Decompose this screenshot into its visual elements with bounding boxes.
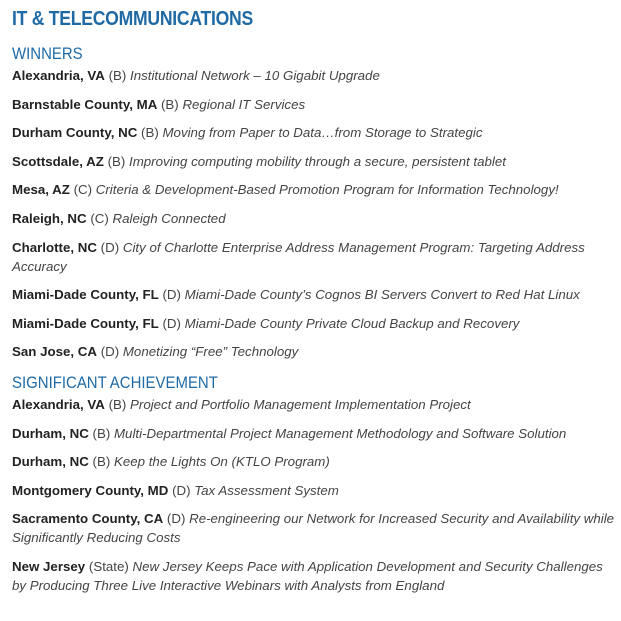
award-entry bbox=[12, 509, 616, 547]
entry-class: (D) bbox=[162, 315, 181, 331]
entry-class: (C) bbox=[73, 182, 93, 198]
entry-project: Project and Portfolio Management Implementation Project bbox=[130, 396, 471, 412]
entry-project: Multi-Departmental Project Management Methodology and Software Solution bbox=[113, 425, 567, 441]
entry-class: (D) bbox=[100, 239, 120, 255]
entry-location: Sacramento County, CA bbox=[12, 511, 164, 527]
section-heading-significant-achievement: SIGNIFICANT ACHIEVEMENT bbox=[12, 372, 218, 392]
significant-achievement-list bbox=[12, 395, 616, 595]
entry-class: (B) bbox=[161, 96, 179, 112]
entry-location: Durham, NC bbox=[12, 425, 89, 441]
entry-location: Scottsdale, AZ bbox=[12, 153, 104, 169]
entry-project: Raleigh Connected bbox=[112, 210, 226, 226]
entry-project: Tax Assessment System bbox=[194, 482, 339, 498]
award-entry bbox=[12, 238, 616, 276]
entry-location: Charlotte, NC bbox=[12, 239, 97, 255]
entry-location: New Jersey bbox=[12, 558, 86, 574]
entry-project: Regional IT Services bbox=[182, 96, 306, 112]
entry-project: Criteria & Development-Based Promotion Program for Information Technology! bbox=[95, 182, 559, 198]
winners-list bbox=[12, 66, 616, 361]
section-heading-winners: WINNERS bbox=[12, 44, 83, 63]
entry-class: (B) bbox=[107, 153, 126, 169]
entry-class: (B) bbox=[108, 68, 127, 83]
award-entry bbox=[12, 342, 616, 361]
award-entry bbox=[12, 66, 616, 85]
entry-location: Durham County, NC bbox=[12, 125, 138, 141]
awards-page bbox=[12, 6, 616, 605]
page-title: IT & TELECOMMUNICATIONS bbox=[12, 8, 253, 30]
entry-location: Alexandria, VA bbox=[12, 396, 105, 412]
entry-location: Barnstable County, MA bbox=[12, 96, 158, 112]
entry-location: Durham, NC bbox=[12, 454, 89, 470]
entry-project: Miami-Dade County’s Cognos BI Servers Convert to Red Hat Linux bbox=[184, 287, 580, 303]
entry-class: (D) bbox=[172, 482, 191, 498]
entry-class: (D) bbox=[166, 511, 186, 527]
entry-project: Re-engineering our Network for Increased Security and Availability while Significantly Reducing Costs bbox=[12, 511, 615, 546]
award-entry bbox=[12, 424, 616, 443]
entry-class: (B) bbox=[92, 454, 111, 470]
award-entry bbox=[12, 95, 616, 114]
entry-location: Raleigh, NC bbox=[12, 210, 87, 226]
entry-class: (D) bbox=[100, 344, 120, 360]
entry-project: Institutional Network – 10 Gigabit Upgrade bbox=[130, 68, 380, 83]
entry-class: (State) bbox=[88, 558, 129, 574]
entry-location: San Jose, CA bbox=[12, 344, 97, 360]
entry-project: Keep the Lights On (KTLO Program) bbox=[113, 454, 330, 470]
entry-location: Mesa, AZ bbox=[12, 182, 70, 198]
award-entry bbox=[12, 209, 616, 228]
entry-project: Moving from Paper to Data…from Storage to Strategic bbox=[162, 125, 483, 141]
award-entry bbox=[12, 314, 616, 333]
award-entry bbox=[12, 180, 616, 199]
entry-project: Improving computing mobility through a secure, persistent tablet bbox=[129, 153, 506, 169]
entry-location: Miami-Dade County, FL bbox=[12, 315, 159, 331]
entry-location: Miami-Dade County, FL bbox=[12, 287, 159, 303]
award-entry bbox=[12, 557, 616, 595]
entry-project: City of Charlotte Enterprise Address Management Program: Targeting Address Accuracy bbox=[12, 239, 585, 274]
entry-location: Alexandria, VA bbox=[12, 68, 105, 83]
award-entry bbox=[12, 152, 616, 171]
award-entry bbox=[12, 395, 616, 414]
entry-class: (B) bbox=[92, 425, 111, 441]
award-entry bbox=[12, 481, 616, 500]
award-entry bbox=[12, 285, 616, 304]
entry-class: (D) bbox=[162, 287, 181, 303]
award-entry bbox=[12, 123, 616, 142]
entry-class: (B) bbox=[108, 396, 127, 412]
entry-project: New Jersey Keeps Pace with Application Development and Security Challenges by Producing Three Live Interactive Webinars with Analysts from England bbox=[12, 558, 603, 593]
entry-project: Monetizing “Free” Technology bbox=[122, 344, 299, 360]
entry-class: (B) bbox=[141, 125, 159, 141]
entry-class: (C) bbox=[90, 210, 109, 226]
entry-project: Miami-Dade County Private Cloud Backup and Recovery bbox=[184, 315, 520, 331]
entry-location: Montgomery County, MD bbox=[12, 482, 169, 498]
award-entry bbox=[12, 452, 616, 471]
